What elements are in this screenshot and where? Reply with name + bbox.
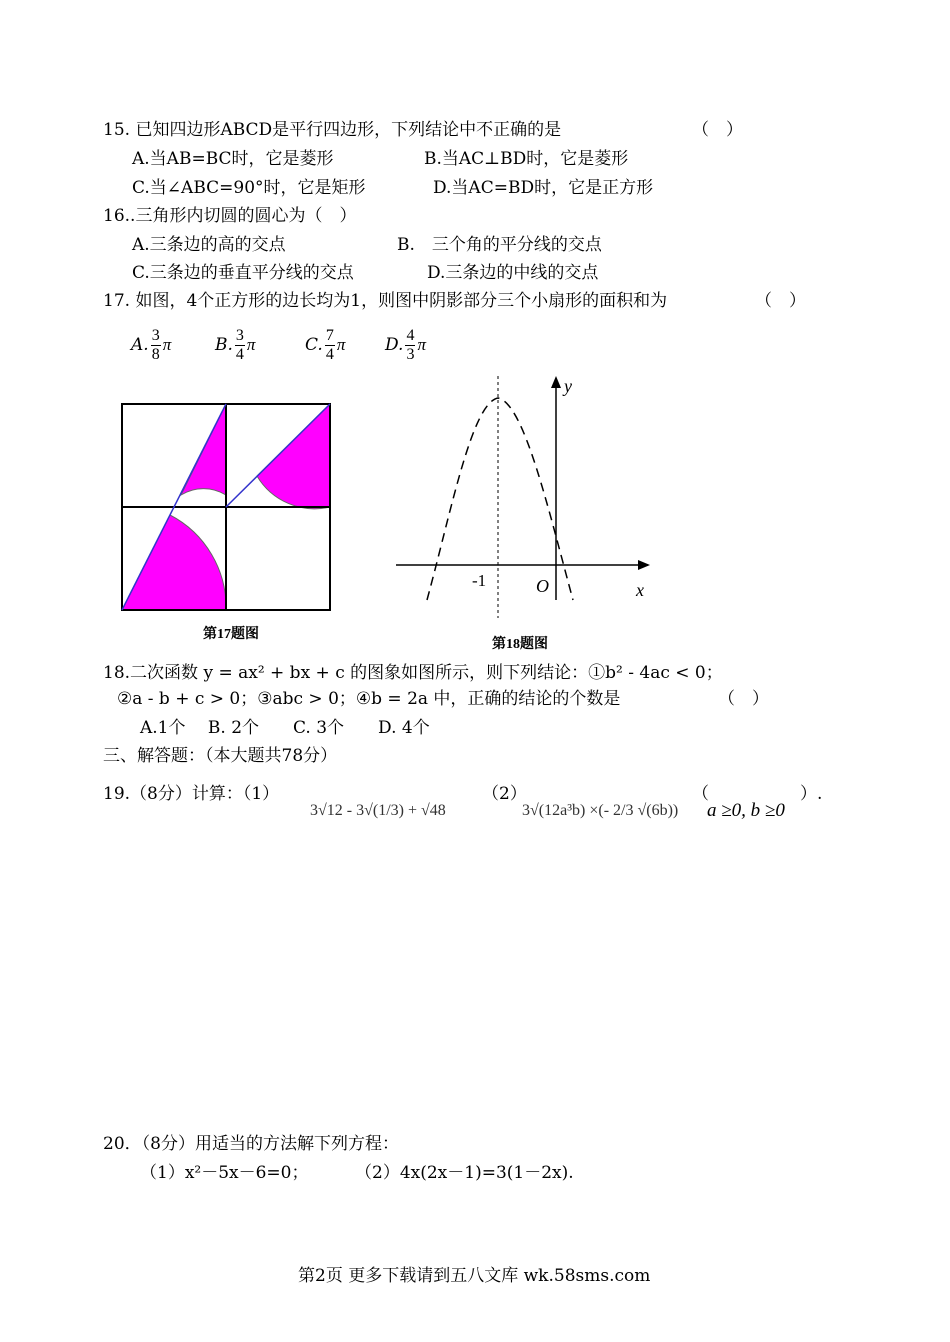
x-axis-arrow bbox=[638, 560, 650, 570]
q17-option-b-den: 4 bbox=[235, 345, 244, 363]
q19-condition-open: （ bbox=[692, 784, 709, 804]
q17-option-c-num: 7 bbox=[325, 326, 334, 344]
parabola-curve bbox=[427, 398, 573, 600]
q17-option-a bbox=[131, 322, 171, 368]
q15-option-a: A.当AB=BC时，它是菱形 bbox=[132, 149, 334, 169]
q17-option-a-den: 8 bbox=[151, 345, 160, 363]
x-axis-label: x bbox=[636, 580, 644, 600]
q17-option-b-label: B. bbox=[215, 335, 233, 355]
q17-answer-paren: （ ） bbox=[755, 291, 806, 311]
q17-option-d-pi: π bbox=[417, 335, 426, 354]
q16-option-a: A.三条边的高的交点 bbox=[132, 235, 286, 255]
q17-option-d bbox=[385, 322, 426, 368]
q19-stem: 19.（8分）计算：（1） bbox=[103, 784, 280, 804]
q17-option-c-label: C. bbox=[305, 335, 323, 355]
q18-line1: 18.二次函数 y = ax² + bx + c 的图象如图所示，则下列结论：①b² - 4ac < 0； bbox=[103, 663, 723, 683]
q15-option-c: C.当∠ABC=90°时，它是矩形 bbox=[132, 178, 366, 198]
q18-line2: ②a - b + c > 0；③abc > 0；④b = 2a 中，正确的结论的个数是 bbox=[117, 689, 621, 709]
q19-expression-1: 3√12 - 3√(1/3) + √48 bbox=[310, 802, 446, 819]
q17-option-a-num: 3 bbox=[151, 326, 160, 344]
q15-answer-paren: （ ） bbox=[692, 120, 743, 140]
q17-option-c-pi: π bbox=[336, 335, 346, 354]
q18-options: A.1个 B. 2个 C. 3个 D. 4个 bbox=[140, 718, 430, 738]
q19-condition-close: ）. bbox=[800, 784, 823, 804]
q17-option-d-label: D. bbox=[385, 335, 404, 355]
page-footer: 第2页 更多下载请到五八文库 wk.58sms.com bbox=[298, 1266, 651, 1286]
q16-stem: 16..三角形内切圆的圆心为（ ） bbox=[103, 206, 357, 226]
q19-part2-label: （2） bbox=[482, 784, 527, 804]
q20-stem: 20．（8分）用适当的方法解下列方程： bbox=[103, 1134, 399, 1154]
q19-expression-2: 3√(12a³b) ×(- 2/3 √(6b)) bbox=[522, 802, 679, 819]
q17-option-b bbox=[215, 322, 255, 368]
q17-option-b-num: 3 bbox=[235, 326, 244, 344]
y-axis-arrow bbox=[551, 376, 561, 388]
q17-option-a-pi: π bbox=[162, 335, 172, 354]
q20-part1: （1）x²－5x－6=0； bbox=[140, 1163, 309, 1183]
q19-condition: a ≥0, b ≥0 bbox=[707, 800, 785, 821]
sector-bottom-left bbox=[122, 515, 226, 610]
minus-one-label: -1 bbox=[472, 571, 487, 590]
q20-part2: （2）4x(2x－1)=3(1－2x). bbox=[355, 1163, 574, 1183]
q17-option-c bbox=[305, 322, 345, 368]
q17-option-c-den: 4 bbox=[325, 345, 334, 363]
q16-option-d: D.三条边的中线的交点 bbox=[427, 263, 599, 283]
q15-option-b: B.当AC⊥BD时，它是菱形 bbox=[424, 149, 629, 169]
figure-17 bbox=[115, 398, 339, 650]
figure-17-caption: 第17题图 bbox=[203, 627, 259, 642]
q16-option-b: B. 三个角的平分线的交点 bbox=[397, 235, 602, 255]
q17-stem: 17. 如图，4个正方形的边长均为1，则图中阴影部分三个小扇形的面积和为 bbox=[103, 291, 668, 311]
q17-option-d-num: 4 bbox=[406, 326, 415, 344]
q15-option-d: D.当AC=BD时，它是正方形 bbox=[433, 178, 654, 198]
y-axis-label: y bbox=[564, 376, 572, 396]
q17-option-d-den: 3 bbox=[406, 345, 415, 363]
figure-18 bbox=[390, 368, 660, 658]
figure-18-caption: 第18题图 bbox=[492, 637, 548, 652]
q16-option-c: C.三条边的垂直平分线的交点 bbox=[132, 263, 354, 283]
q15-stem: 15. 已知四边形ABCD是平行四边形，下列结论中不正确的是 bbox=[103, 120, 562, 140]
origin-label: O bbox=[536, 576, 549, 596]
sector-top-right bbox=[257, 404, 330, 509]
q17-option-a-label: A. bbox=[131, 335, 149, 355]
section-3-heading: 三、解答题：（本大题共78分） bbox=[103, 746, 338, 766]
q17-option-b-pi: π bbox=[246, 335, 256, 354]
q18-answer-paren: （ ） bbox=[718, 689, 769, 709]
